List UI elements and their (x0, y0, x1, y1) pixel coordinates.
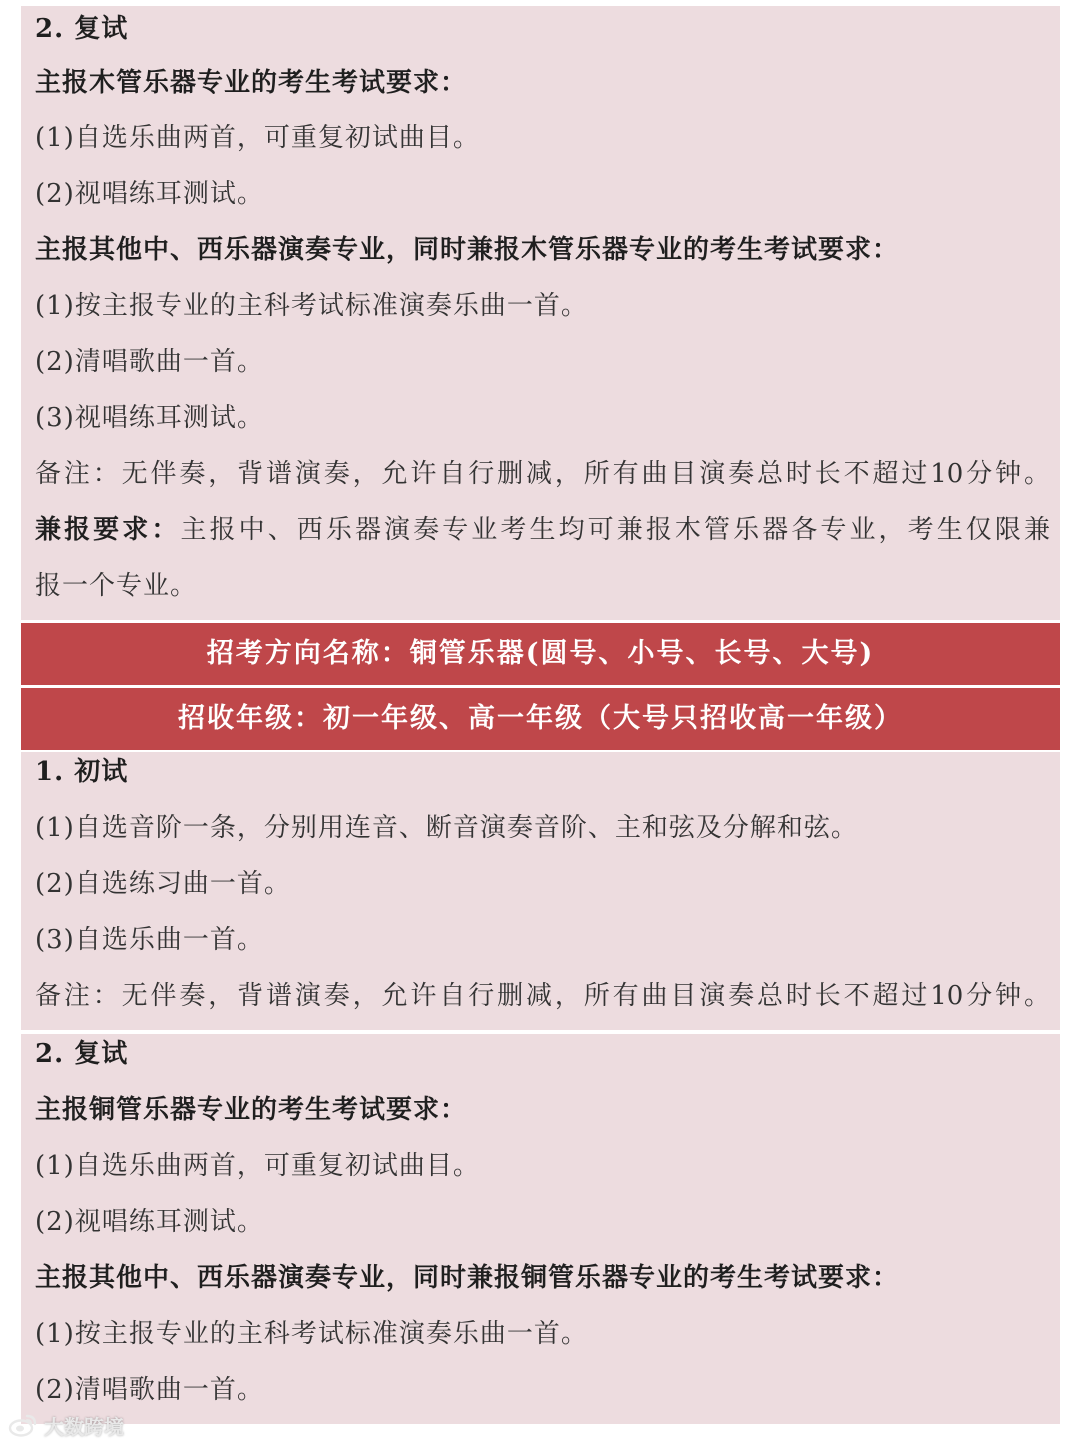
concurrent-text: 主报中、西乐器演奏专业考生均可兼报木管乐器各专业，考生仅限兼 (180, 515, 1050, 545)
list-item: (3)视唱练耳测试。 (35, 403, 264, 433)
subheading: 主报木管乐器专业的考生考试要求： (35, 68, 468, 98)
list-item: (1)按主报专业的主科考试标准演奏乐曲一首。 (35, 1319, 588, 1349)
subheading: 主报其他中、西乐器演奏专业，同时兼报铜管乐器专业的考生考试要求： (35, 1263, 900, 1293)
section-heading: 1. 初试 (35, 757, 129, 787)
brass-retest-panel (21, 1034, 1060, 1424)
grade-banner: 招收年级：初一年级、高一年级（大号只招收高一年级） (21, 688, 1060, 750)
watermark-text: 大数跨境 (44, 1414, 124, 1439)
list-item: (2)自选练习曲一首。 (35, 869, 291, 899)
section-heading: 2. 复试 (35, 14, 129, 44)
list-item: (2)清唱歌曲一首。 (35, 1375, 264, 1405)
brass-preliminary-panel (21, 752, 1060, 1030)
concurrent-requirement (35, 512, 1050, 548)
list-item: (2)清唱歌曲一首。 (35, 347, 264, 377)
watermark (8, 1410, 124, 1440)
concurrent-text-continued: 报一个专业。 (35, 571, 198, 601)
list-item: (1)按主报专业的主科考试标准演奏乐曲一首。 (35, 291, 588, 321)
list-item: (2)视唱练耳测试。 (35, 1207, 264, 1237)
note-text: 备注：无伴奏，背谱演奏，允许自行删减，所有曲目演奏总时长不超过10分钟。 (35, 459, 1050, 489)
list-item: (3)自选乐曲一首。 (35, 925, 264, 955)
list-item: (1)自选音阶一条，分别用连音、断音演奏音阶、主和弦及分解和弦。 (35, 813, 858, 843)
list-item: (1)自选乐曲两首，可重复初试曲目。 (35, 123, 480, 153)
subheading: 主报其他中、西乐器演奏专业，同时兼报木管乐器专业的考生考试要求： (35, 235, 900, 265)
list-item: (2)视唱练耳测试。 (35, 179, 264, 209)
direction-banner: 招考方向名称：铜管乐器(圆号、小号、长号、大号) (21, 623, 1060, 685)
note-text: 备注：无伴奏，背谱演奏，允许自行删减，所有曲目演奏总时长不超过10分钟。 (35, 981, 1050, 1011)
subheading: 主报铜管乐器专业的考生考试要求： (35, 1095, 468, 1125)
weibo-logo-icon (8, 1413, 38, 1437)
woodwind-retest-panel (21, 6, 1060, 620)
concurrent-label: 兼报要求： (35, 515, 181, 545)
section-heading: 2. 复试 (35, 1039, 129, 1069)
list-item: (1)自选乐曲两首，可重复初试曲目。 (35, 1151, 480, 1181)
